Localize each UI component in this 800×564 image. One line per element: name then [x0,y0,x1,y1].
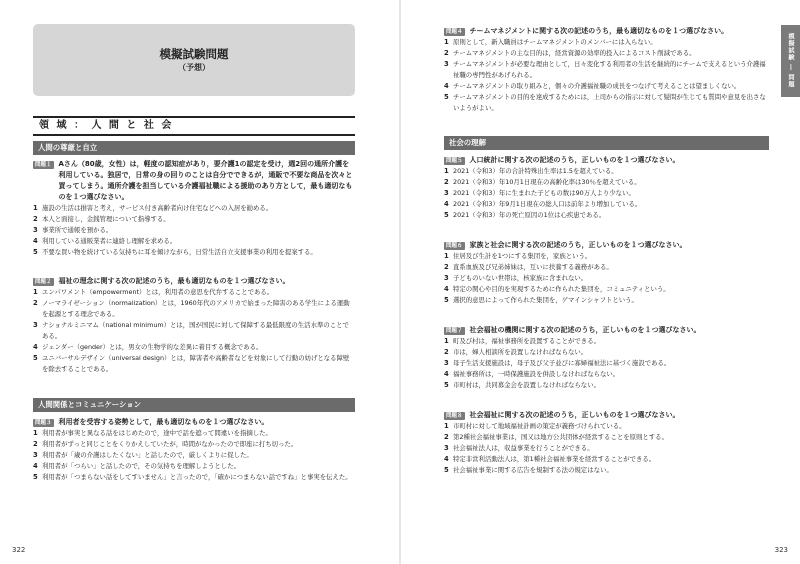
option-number: 4 [33,237,38,245]
option-text: チームマネジメントが必要な理由として，日々変化する利用者の生活を継続的にチームで支えるという介護福祉職の専門性があげられる。 [453,60,766,79]
option [33,439,355,450]
option [33,225,355,236]
option-number: 5 [33,354,38,362]
question-text: チームマネジメントに関する次の記述のうち，最も適切なものを１つ選びなさい。 [469,27,729,35]
option-number: 4 [444,82,449,90]
option-text: 2021（令和3）年に生まれた子どもの数は90万人より少ない。 [453,189,635,197]
option-text: 住居及び生計を1つにする集団を，家族という。 [453,252,592,260]
option-number: 2 [33,299,38,307]
option-number: 2 [444,348,449,356]
option-number: 3 [444,444,449,452]
page-subtitle: （予想） [178,63,210,72]
question-block [444,26,769,114]
option [33,298,355,320]
question-text: 福祉の理念に関する次の記述のうち，最も適切なものを１つ選びなさい。 [58,277,290,285]
option [444,380,769,391]
question-text: Aさん（80歳，女性）は，軽度の認知症があり，要介護1の認定を受け，週2回の通所介護を利用している。独居で，日常の身の回りのことは自分でできるが，通販で不要な商品を次々と買ってしまう。通所介護を担当している介護福祉職による援助のあり方として，最も適切なものを１つ選びなさい。 [58,160,353,201]
question-header [33,276,355,287]
option-number: 1 [33,429,38,437]
option-text: 母子生活支援施設は，母子及び父子並びに寡婦福祉法に基づく施設である。 [453,359,671,367]
option-number: 1 [444,167,449,175]
option-text: 2021（令和3）年10月1日現在の高齢化率は30％を超えている。 [453,178,641,186]
option [33,342,355,353]
option [33,320,355,342]
section-heading: 人間の尊厳と自立 [33,141,355,155]
option-number: 5 [444,211,449,219]
page-title: 模擬試験問題 [159,47,229,61]
option-text: 福祉事務所は，一時保護施設を併設しなければならない。 [453,370,620,378]
option-text: 2021（令和3）年の死亡原因の1位は心疾患である。 [453,211,606,219]
option [33,428,355,439]
option-number: 5 [444,381,449,389]
option [444,210,769,221]
page-number: 323 [774,546,788,554]
option-number: 2 [33,440,38,448]
option [444,251,769,262]
option [444,199,769,210]
section-index-tab: 模擬試験 ― 問題 [781,25,800,97]
option [444,37,769,48]
option-number: 1 [444,422,449,430]
question-text: 家族と社会に関する次の記述のうち，正しいものを１つ選びなさい。 [469,241,687,249]
option-number: 2 [444,433,449,441]
option-text: ノーマライゼーション（normalization）とは，1960年代のアメリカで始まった障害のある学生による運動を起源とする理念である。 [42,299,350,318]
option-number: 1 [444,38,449,46]
option [444,92,769,114]
option [444,347,769,358]
option-number: 3 [33,321,38,329]
option-number: 2 [444,49,449,57]
question-block [444,410,769,476]
left-page [0,0,399,564]
question-header [444,155,769,166]
question-number-badge: 問題７ [446,327,463,334]
option-text: 利用者が「つまらない話をしてすいません」と言ったので，「確かにつまらない話ですね」と事実を伝えた。 [42,473,352,481]
option [444,81,769,92]
question-header [444,26,769,37]
option [444,421,769,432]
option-number: 4 [444,200,449,208]
option-text: 選択的意思によって作られた集団を，ゲマインシャフトという。 [453,296,638,304]
option-number: 4 [33,343,38,351]
option-text: 利用している通販業者に連絡し理解を求める。 [42,237,177,245]
option-number: 4 [444,285,449,293]
option [33,450,355,461]
question-block [444,325,769,391]
option-number: 5 [33,248,38,256]
question-block [33,276,355,375]
option [444,454,769,465]
option [444,336,769,347]
option-number: 1 [444,337,449,345]
option-text: 市町村に対して地域福祉計画の策定が義務づけられている。 [453,422,626,430]
option [444,443,769,454]
option-text: チームマネジメントの主な目的は，経営資源の効率的投入によるコスト削減である。 [453,49,696,57]
option-text: 本人と面接し，金銭管理について指導する。 [42,215,170,223]
option [444,432,769,443]
option-text: 子どものいない世帯は，核家族に含まれない。 [453,274,588,282]
option [444,177,769,188]
option-number: 5 [444,466,449,474]
question-header [33,417,355,428]
option-number: 3 [444,359,449,367]
option [444,48,769,59]
option [444,188,769,199]
option-number: 3 [33,451,38,459]
option-text: 2021（令和3）年9月1日現在の総人口は前年より増加している。 [453,200,642,208]
question-block [33,159,355,258]
question-number-badge: 問題６ [446,242,463,249]
option-text: エンパワメント（empowerment）とは，利用者の意思を代弁することである。 [42,288,274,296]
question-block [33,417,355,483]
option-text: 市町村は，共同募金会を設置しなければならない。 [453,381,600,389]
option-number: 1 [33,288,38,296]
question-header [444,240,769,251]
option-number: 3 [33,226,38,234]
option [444,262,769,273]
question-number-badge: 問題３ [35,419,52,426]
option-text: 社会福祉事業に関する広告を規制する法の規定はない。 [453,466,613,474]
option-text: 直系血族及び兄弟姉妹は，互いに扶養する義務がある。 [453,263,613,271]
option [444,284,769,295]
option-text: 特定非営利活動法人は，第1種社会福祉事業を経営することができる。 [453,455,656,463]
option-text: 市は，婦人相談所を設置しなければならない。 [453,348,588,356]
option [33,287,355,298]
option-number: 1 [444,252,449,260]
domain-heading: 領 域 ： 人 間 と 社 会 [33,116,355,136]
question-header [444,325,769,336]
option-text: チームマネジメントの取り組みと，個々の介護福祉職の成長をつなげて考えることは望ましくない。 [453,82,741,90]
question-number-badge: 問題２ [35,278,52,285]
option-text: 特定の関心や目的を実現するために作られた集団を，コミュニティという。 [453,285,670,293]
option-text: 社会福祉法人は，収益事業を行うことができる。 [453,444,594,452]
question-number-badge: 問題４ [446,28,463,35]
option-text: 利用者が「つらい」と話したので，その気持ちを理解しようとした。 [42,462,240,470]
title-box [33,24,355,96]
question-text: 利用者を受容する姿勢として，最も適切なものを１つ選びなさい。 [58,418,269,426]
option [444,59,769,81]
option-number: 4 [444,455,449,463]
question-number-badge: 問題８ [446,412,463,419]
question-block [444,155,769,221]
option-text: ナショナルミニマム（national minimum）とは，国が国民に対して保障する最低限度の生活水準のことである。 [42,321,349,340]
option-number: 1 [33,204,38,212]
option [33,461,355,472]
option-number: 2 [444,178,449,186]
option [444,295,769,306]
option-text: 利用者が「歳の介護はしたくない」と話したので，厳しくよりに促した。 [42,451,253,459]
section-heading: 人間関係とコミュニケーション [33,398,355,412]
section-heading: 社会の理解 [444,136,769,150]
question-number-badge: 問題１ [35,161,52,168]
option-text: 施設の生活は損害と考え，サービス付き高齢者向け住宅などへの入居を勧める。 [42,204,273,212]
option [444,166,769,177]
question-header [33,159,355,203]
option-text: 町及び村は，福祉事務所を設置することができる。 [453,337,600,345]
question-text: 人口統計に関する次の記述のうち，正しいものを１つ選びなさい。 [469,156,680,164]
option [33,203,355,214]
option [33,214,355,225]
option [444,358,769,369]
page-number: 322 [12,546,26,554]
option-number: 4 [444,370,449,378]
option [33,236,355,247]
option [444,273,769,284]
option-text: 不要な買い物を続けている気持ちに耳を傾けながら，日常生活自立支援事業の利用を提案する。 [42,248,317,256]
question-text: 社会福祉の機関に関する次の記述のうち，正しいものを１つ選びなさい。 [469,326,701,334]
question-header [444,410,769,421]
option [444,369,769,380]
question-block [444,240,769,306]
question-number-badge: 問題５ [446,157,463,164]
option-number: 5 [444,296,449,304]
option-number: 5 [444,93,449,101]
option [33,353,355,375]
option-number: 2 [33,215,38,223]
right-page [401,0,800,564]
option [33,472,355,483]
option-number: 4 [33,462,38,470]
option-number: 3 [444,189,449,197]
question-text: 社会福祉に関する次の記述のうち，正しいものを１つ選びなさい。 [469,411,680,419]
option-number: 3 [444,274,449,282]
option-number: 5 [33,473,38,481]
option-text: ジェンダー（gender）とは，男女の生物学的な差異に着目する概念である。 [42,343,263,351]
option-text: 事業所で通帳を預かる。 [42,226,113,234]
option-text: ユニバーサルデザイン（universal design）とは，障害者や高齢者などを対象にして行動の妨げとなる障壁を除去することである。 [42,354,350,373]
option-text: 原則として，新入職員はチームマネジメントのメンバーには入らない。 [453,38,657,46]
option-text: 第2種社会福祉事業は，国又は地方公共団体が経営することを原則とする。 [453,433,668,441]
option-number: 3 [444,60,449,68]
option-text: 利用者が事実と異なる話をはじめたので，途中で話を遮って間違いを指摘した。 [42,429,272,437]
option-text: 2021（令和3）年の合計特殊出生率は1.5を超えている。 [453,167,618,175]
option-text: チームマネジメントの目的を達成するためには，上司からの指示に対して疑問が生じても質問や意見を出さないようがよい。 [453,93,766,112]
option [444,465,769,476]
option [33,247,355,258]
option-number: 2 [444,263,449,271]
option-text: 利用者がずっと同じことをくりかえしていたが，時間がなかったので即座に打ち切った。 [42,440,298,448]
